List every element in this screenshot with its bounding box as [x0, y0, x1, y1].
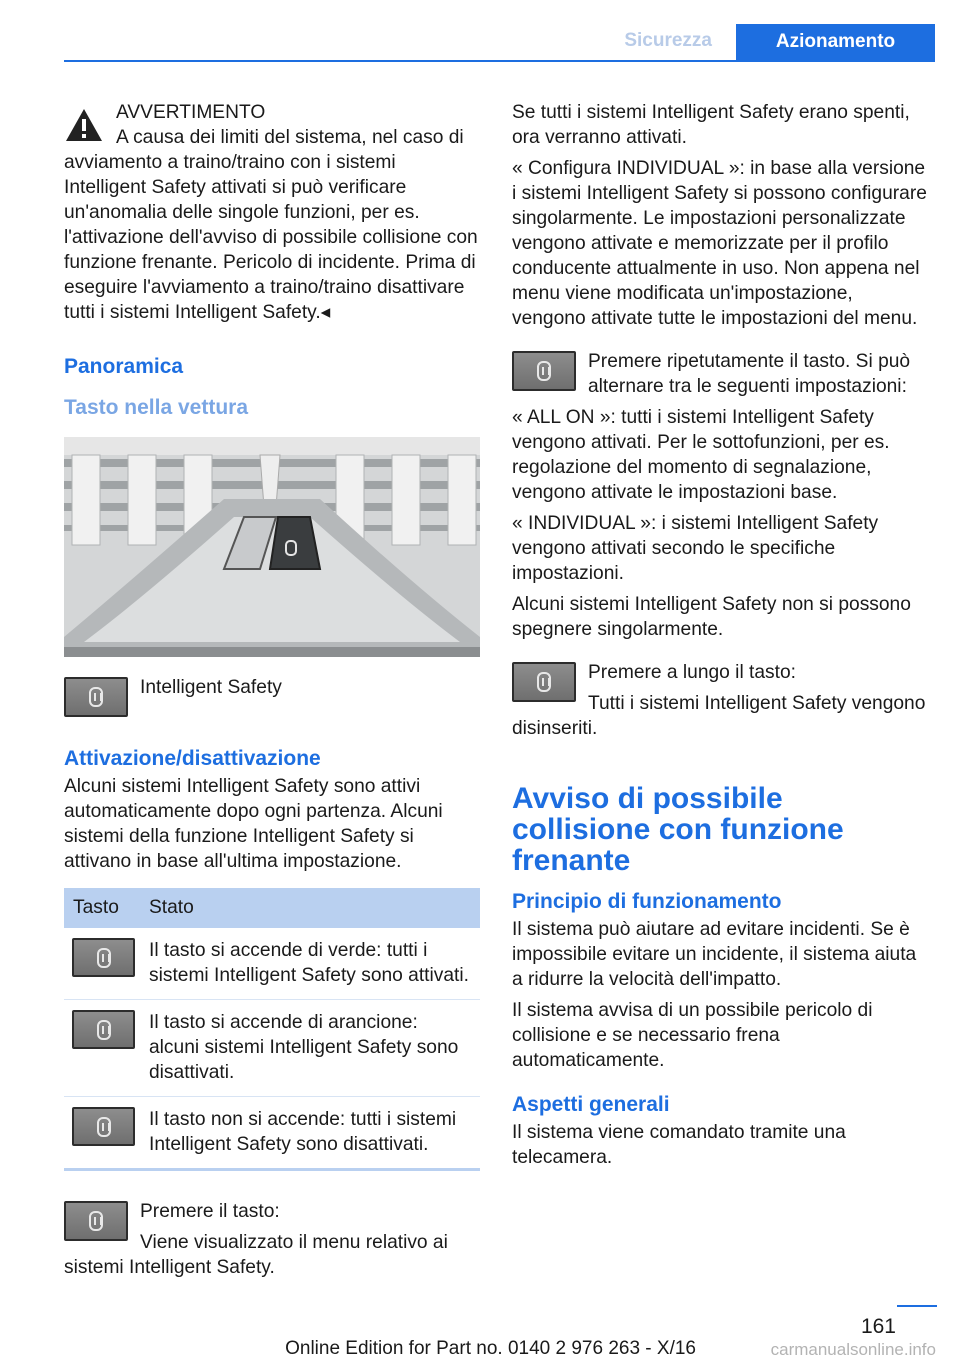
page-number: 161	[860, 1315, 896, 1338]
car-symbol-icon	[537, 672, 551, 692]
long-press-text: Tutti i sistemi Intelligent Safety vengono disinseriti.	[512, 693, 926, 739]
col-header-button: Tasto	[64, 888, 140, 928]
intelligent-safety-button-icon[interactable]	[64, 1201, 128, 1241]
paragraph-configure-individual: « Configura INDIVIDUAL »: in base alla versione i sistemi Intelligent Safety si possono configurare singolarmente. Le impostazioni personalizzate vengono attivate e memorizzate per il profilo conducente attualmente in uso. Non appena nel menu viene modificata un'impostazione, vengono attivate tutte le impostazioni del menu.	[512, 158, 927, 329]
repeat-press-text: Premere ripetutamente il tasto. Si può alternare tra le seguenti impostazioni:	[588, 351, 911, 397]
car-symbol-icon	[89, 687, 103, 707]
section-label[interactable]: Sicurezza	[624, 30, 712, 51]
paragraph-all-on: « ALL ON »: tutti i sistemi Intelligent Safety vengono attivati. Per le sottofunzioni, per es. regolazione del momento di segnalazione, vengono attivate le impostazioni base.	[512, 407, 890, 503]
heading-general: Aspetti generali	[512, 1093, 670, 1116]
paragraph-all-off: Se tutti i sistemi Intelligent Safety erano spenti, ora verranno attivati.	[512, 102, 910, 148]
left-column	[64, 100, 480, 1286]
table-row	[64, 1000, 480, 1097]
status-cell: Il tasto si accende di arancione: alcuni sistemi Intelligent Safety sono disattivati.	[140, 1000, 480, 1097]
warning-title: AVVERTIMENTO	[116, 102, 266, 123]
status-cell: Il tasto non si accende: tutti i sistemi Intelligent Safety sono disattivati.	[140, 1097, 480, 1170]
activation-text: Alcuni sistemi Intelligent Safety sono attivi automaticamente dopo ogni partenza. Alcuni sistemi della funzione Intelligent Safety si attivano in base all'ultima impostazione.	[64, 776, 443, 872]
table-row	[64, 928, 480, 1000]
intelligent-safety-caption: Intelligent Safety	[140, 677, 282, 698]
paragraph-some-systems: Alcuni sistemi Intelligent Safety non si possono spegnere singolarmente.	[512, 594, 911, 640]
intelligent-safety-caption-row	[64, 675, 480, 719]
right-column	[512, 100, 928, 1176]
button-green-icon	[72, 938, 135, 977]
active-tab[interactable]: Azionamento	[736, 24, 935, 60]
heading-collision-warning: Avviso di possibile collisione con funzione frenante	[512, 782, 844, 877]
heading-button-in-car: Tasto nella vettura	[64, 396, 248, 419]
press-text: Viene visualizzato il menu relativo ai sistemi Intelligent Safety.	[64, 1232, 448, 1278]
page-header	[64, 24, 935, 62]
status-table	[64, 888, 480, 1171]
col-header-status: Stato	[140, 888, 480, 928]
paragraph-individual: « INDIVIDUAL »: i sistemi Intelligent Safety vengono attivati secondo le specifiche impostazioni.	[512, 513, 879, 584]
button-orange-icon	[72, 1010, 135, 1049]
long-press-title: Premere a lungo il tasto:	[588, 662, 796, 683]
intelligent-safety-button-icon[interactable]	[64, 677, 128, 717]
dashboard-button-photo	[64, 437, 480, 657]
watermark[interactable]: carmanualsonline.info	[770, 1340, 936, 1359]
heading-activation: Attivazione/disattivazione	[64, 747, 321, 770]
car-symbol-icon	[89, 1211, 103, 1231]
intelligent-safety-button-icon[interactable]	[512, 662, 576, 702]
principle-paragraph-1: Il sistema può aiutare ad evitare incidenti. Se è impossibile evitare un incidente, il sistema aiuta a ridurre la velocità dell'impatto.	[512, 919, 917, 990]
long-press-row	[512, 660, 928, 741]
edition-text: Online Edition for Part no. 0140 2 976 263 - X/16	[285, 1338, 696, 1359]
heading-principle: Principio di funzionamento	[512, 890, 782, 913]
repeat-press-row	[512, 349, 928, 399]
general-paragraph: Il sistema viene comandato tramite una telecamera.	[512, 1122, 846, 1168]
warning-triangle-icon	[64, 107, 104, 143]
vent-grille-illustration	[64, 437, 480, 657]
press-title: Premere il tasto:	[140, 1201, 280, 1222]
car-symbol-icon	[97, 1020, 111, 1040]
status-cell: Il tasto si accende di verde: tutti i sistemi Intelligent Safety sono attivati.	[140, 928, 480, 1000]
car-symbol-icon	[97, 948, 111, 968]
principle-paragraph-2: Il sistema avvisa di un possibile pericolo di collisione e se necessario frena automaticamente.	[512, 1000, 873, 1071]
intelligent-safety-button-icon[interactable]	[512, 351, 576, 391]
car-symbol-icon	[537, 361, 551, 381]
press-button-row	[64, 1199, 480, 1280]
button-off-icon	[72, 1107, 135, 1146]
page-number-rule	[897, 1305, 937, 1307]
warning-text: A causa dei limiti del sistema, nel caso di avviamento a traino/traino con i sistemi Intelligent Safety attivati si può verificare un'anomalia delle singole funzioni, per es. l'attivazione dell'avviso di possibile collisione con funzione frenante. Pericolo di incidente. Prima di eseguire l'avviamento a traino/traino disattivare tutti i sistemi Intelligent Safety.◂	[64, 127, 478, 323]
warning-block	[64, 100, 480, 325]
heading-overview: Panoramica	[64, 355, 184, 378]
car-symbol-icon	[97, 1117, 111, 1137]
table-row	[64, 1097, 480, 1170]
